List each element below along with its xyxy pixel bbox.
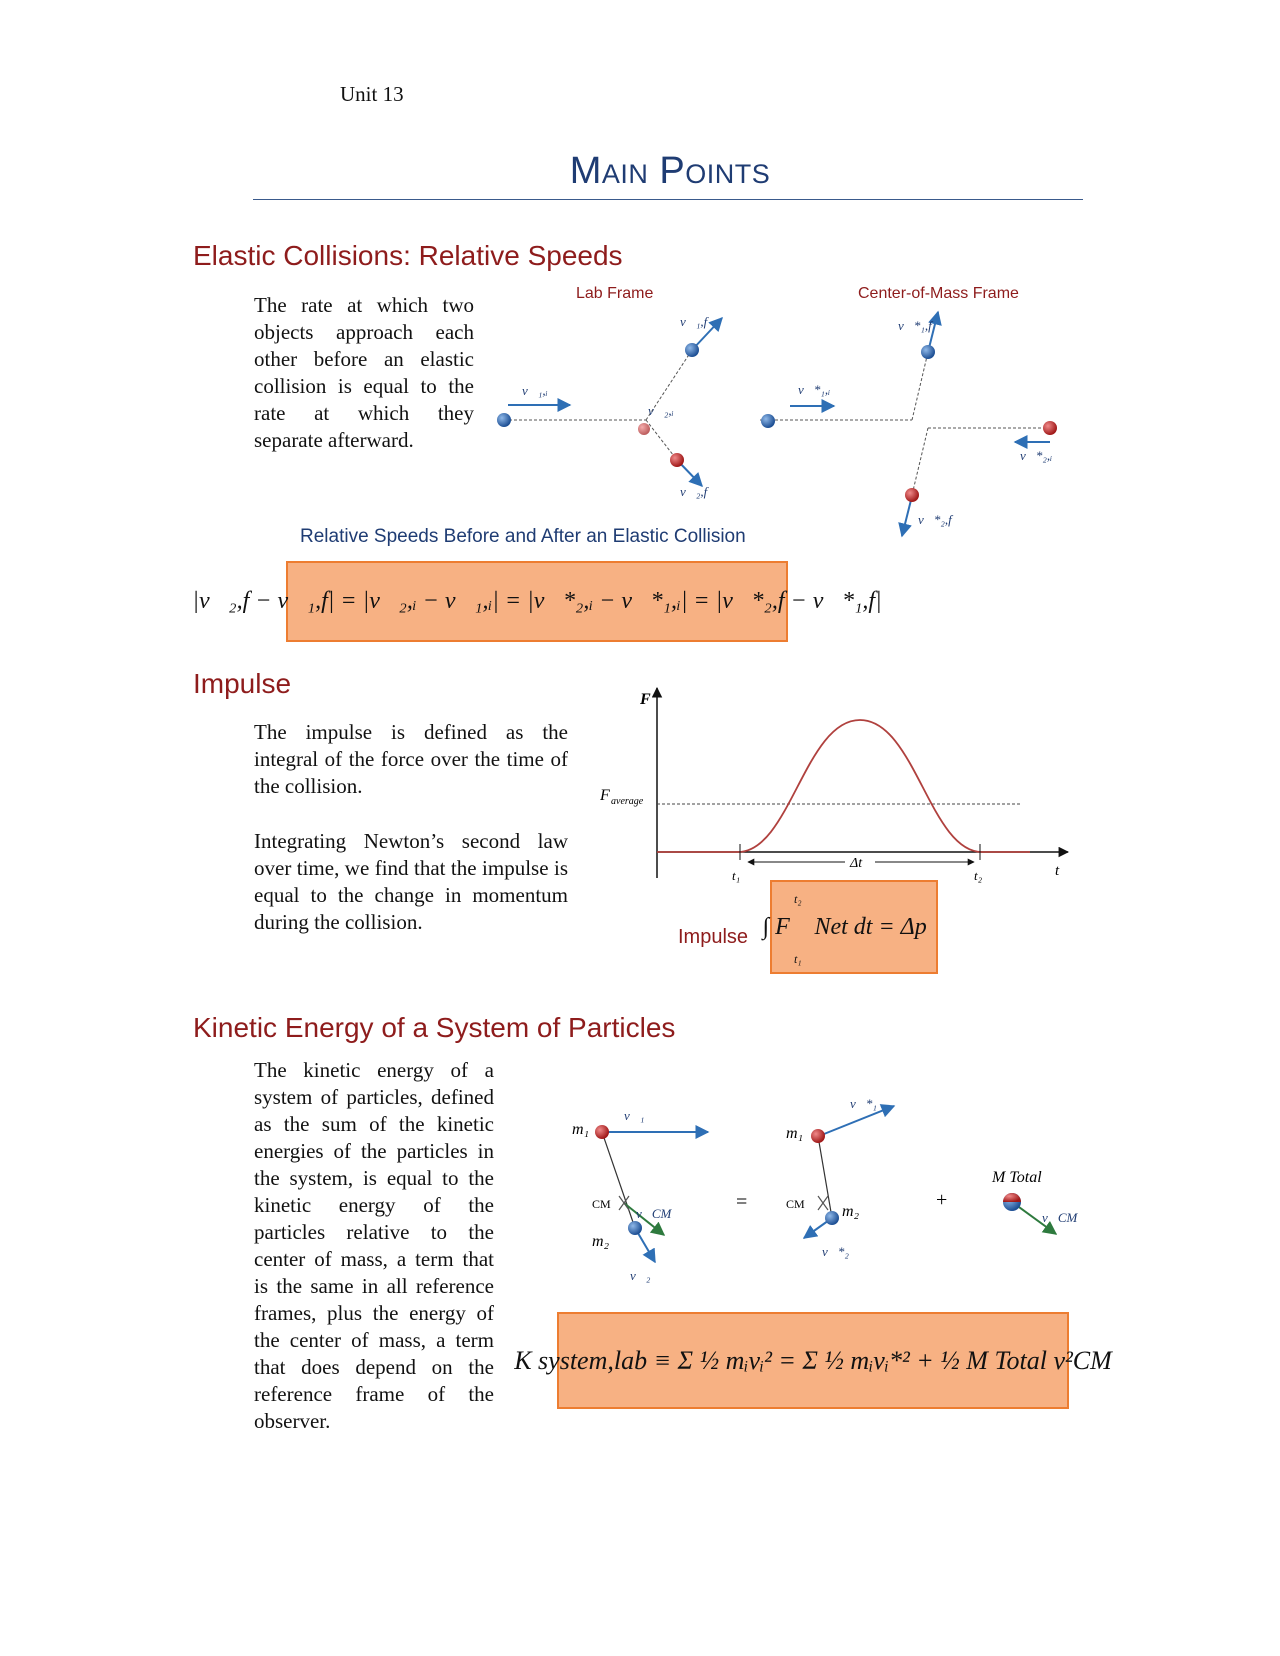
delta-t-label: Δt [850,856,863,871]
ke-label-cm: CM [592,1197,611,1211]
label-v1f: v⃗₁,f [680,314,708,329]
cm-ball-1-final [921,345,935,359]
lab-ball-2-final [670,453,684,467]
ke-equals: = [736,1191,748,1213]
impulse-graph [600,680,1080,890]
collision-diagrams [480,300,1100,540]
f-average-subscript: average [611,796,644,807]
ke-label-v2: v⃗₂ [630,1268,651,1283]
section-title-kinetic: Kinetic Energy of a System of Particles [193,1012,676,1043]
lab-frame-diagram [497,314,722,499]
ke-plus: + [936,1189,948,1211]
label-v1i-star: v⃗*₁,ᵢ [798,382,831,397]
kinetic-body: The kinetic energy of a system of particles, defined as the sum of the kinetic energies of the particles in the system, is equal to the kinetic energy of the particles relative to the center of mass, a term that is the same in all reference frames, plus the energy of the center of mass, a term that does depend on the reference frame of the observer. [254,1058,494,1433]
impulse-eq-lower: t₁ [794,952,802,966]
cm-ball-2-initial [1043,421,1057,435]
impulse-eq-upper: t₂ [794,892,802,906]
ke-lab-diagram [572,1108,708,1283]
ke-cm-label-m1: m₁ [786,1125,804,1142]
elastic-caption: Relative Speeds Before and After an Elastic Collision [300,526,746,547]
ke-cm-diagram [786,1096,894,1259]
ke-label-vcm: v⃗CM [636,1206,672,1221]
t1-label: t₁ [732,868,741,883]
kinetic-energy-equation: K system,lab ≡ Σ ½ mᵢvᵢ² = Σ ½ mᵢvᵢ*² + ½ M Total v²CM [514,1345,1112,1375]
ke-total-label-vcm: v⃗CM [1042,1210,1078,1225]
cm-frame-diagram [760,312,1057,536]
cm-ball-1-initial [761,414,775,428]
force-curve [657,720,1030,852]
cm-frame-label: Center-of-Mass Frame [858,285,1019,302]
ke-total-mass-diagram [991,1169,1079,1234]
kinetic-energy-equation-box [514,1312,1112,1409]
ke-cm-label-m2: m₂ [842,1203,860,1220]
t2-label: t₂ [974,868,983,883]
label-v2i-star: v⃗*₂,ᵢ [1020,448,1053,463]
relative-speed-equation: |v⃗₂,f − v⃗₁,f| = |v⃗₂,ᵢ − v⃗₁,ᵢ| = |v⃗*₂,ᵢ − v⃗*₁,ᵢ| = |v⃗*₂,f − v⃗*₁,f| [192,588,882,614]
label-v2f-star: v⃗*₂,f [918,512,952,527]
section-title-elastic: Elastic Collisions: Relative Speeds [193,240,623,271]
title-divider [253,199,1083,200]
f-average-label: F [600,787,610,804]
ke-label-m1: m₁ [572,1121,590,1138]
ke-label-m-total: M Total [992,1169,1042,1186]
impulse-body-2: Integrating Newton’s second law over time, we find that the impulse is equal to the change in momentum during the collision. [254,829,568,934]
impulse-equation-box [762,880,946,974]
unit-label: Unit 13 [340,82,404,106]
lab-ball-2-initial [638,423,650,435]
impulse-equation: ∫ F⃗ Net dt = Δp⃗ [762,913,946,940]
lab-ball-1-final [685,343,699,357]
section-title-impulse: Impulse [193,668,292,699]
x-axis-label: t [1055,863,1060,879]
ke-label-v1: v⃗₁ [624,1108,645,1123]
kinetic-energy-diagram [560,1090,1080,1300]
ke-cm-label-cm: CM [786,1197,805,1211]
label-v1f-star: v⃗*₁,f [898,318,932,333]
lab-ball-1-initial [497,413,511,427]
ke-label-v2-star: v⃗*₂ [822,1244,849,1259]
impulse-body-1: The impulse is defined as the integral of the force over the time of the collision. [254,720,568,798]
relative-speed-equation-box [192,561,882,642]
ke-label-m2: m₂ [592,1233,610,1250]
elastic-body: The rate at which two objects approach each other before an elastic collision is equal to the rate at which they separate afterward. [254,293,474,452]
label-v2f: v⃗₂,f [680,484,708,499]
label-v2i: v⃗₂,ᵢ [648,403,674,418]
cm-ball-2-final [905,488,919,502]
lab-frame-label: Lab Frame [576,285,654,302]
page-title: Main Points [569,150,771,192]
impulse-label: Impulse [678,926,749,948]
y-axis-label: F [640,691,651,708]
label-v1i: v⃗₁,ᵢ [522,383,548,398]
ke-label-v1-star: v⃗*₁ [850,1096,877,1111]
